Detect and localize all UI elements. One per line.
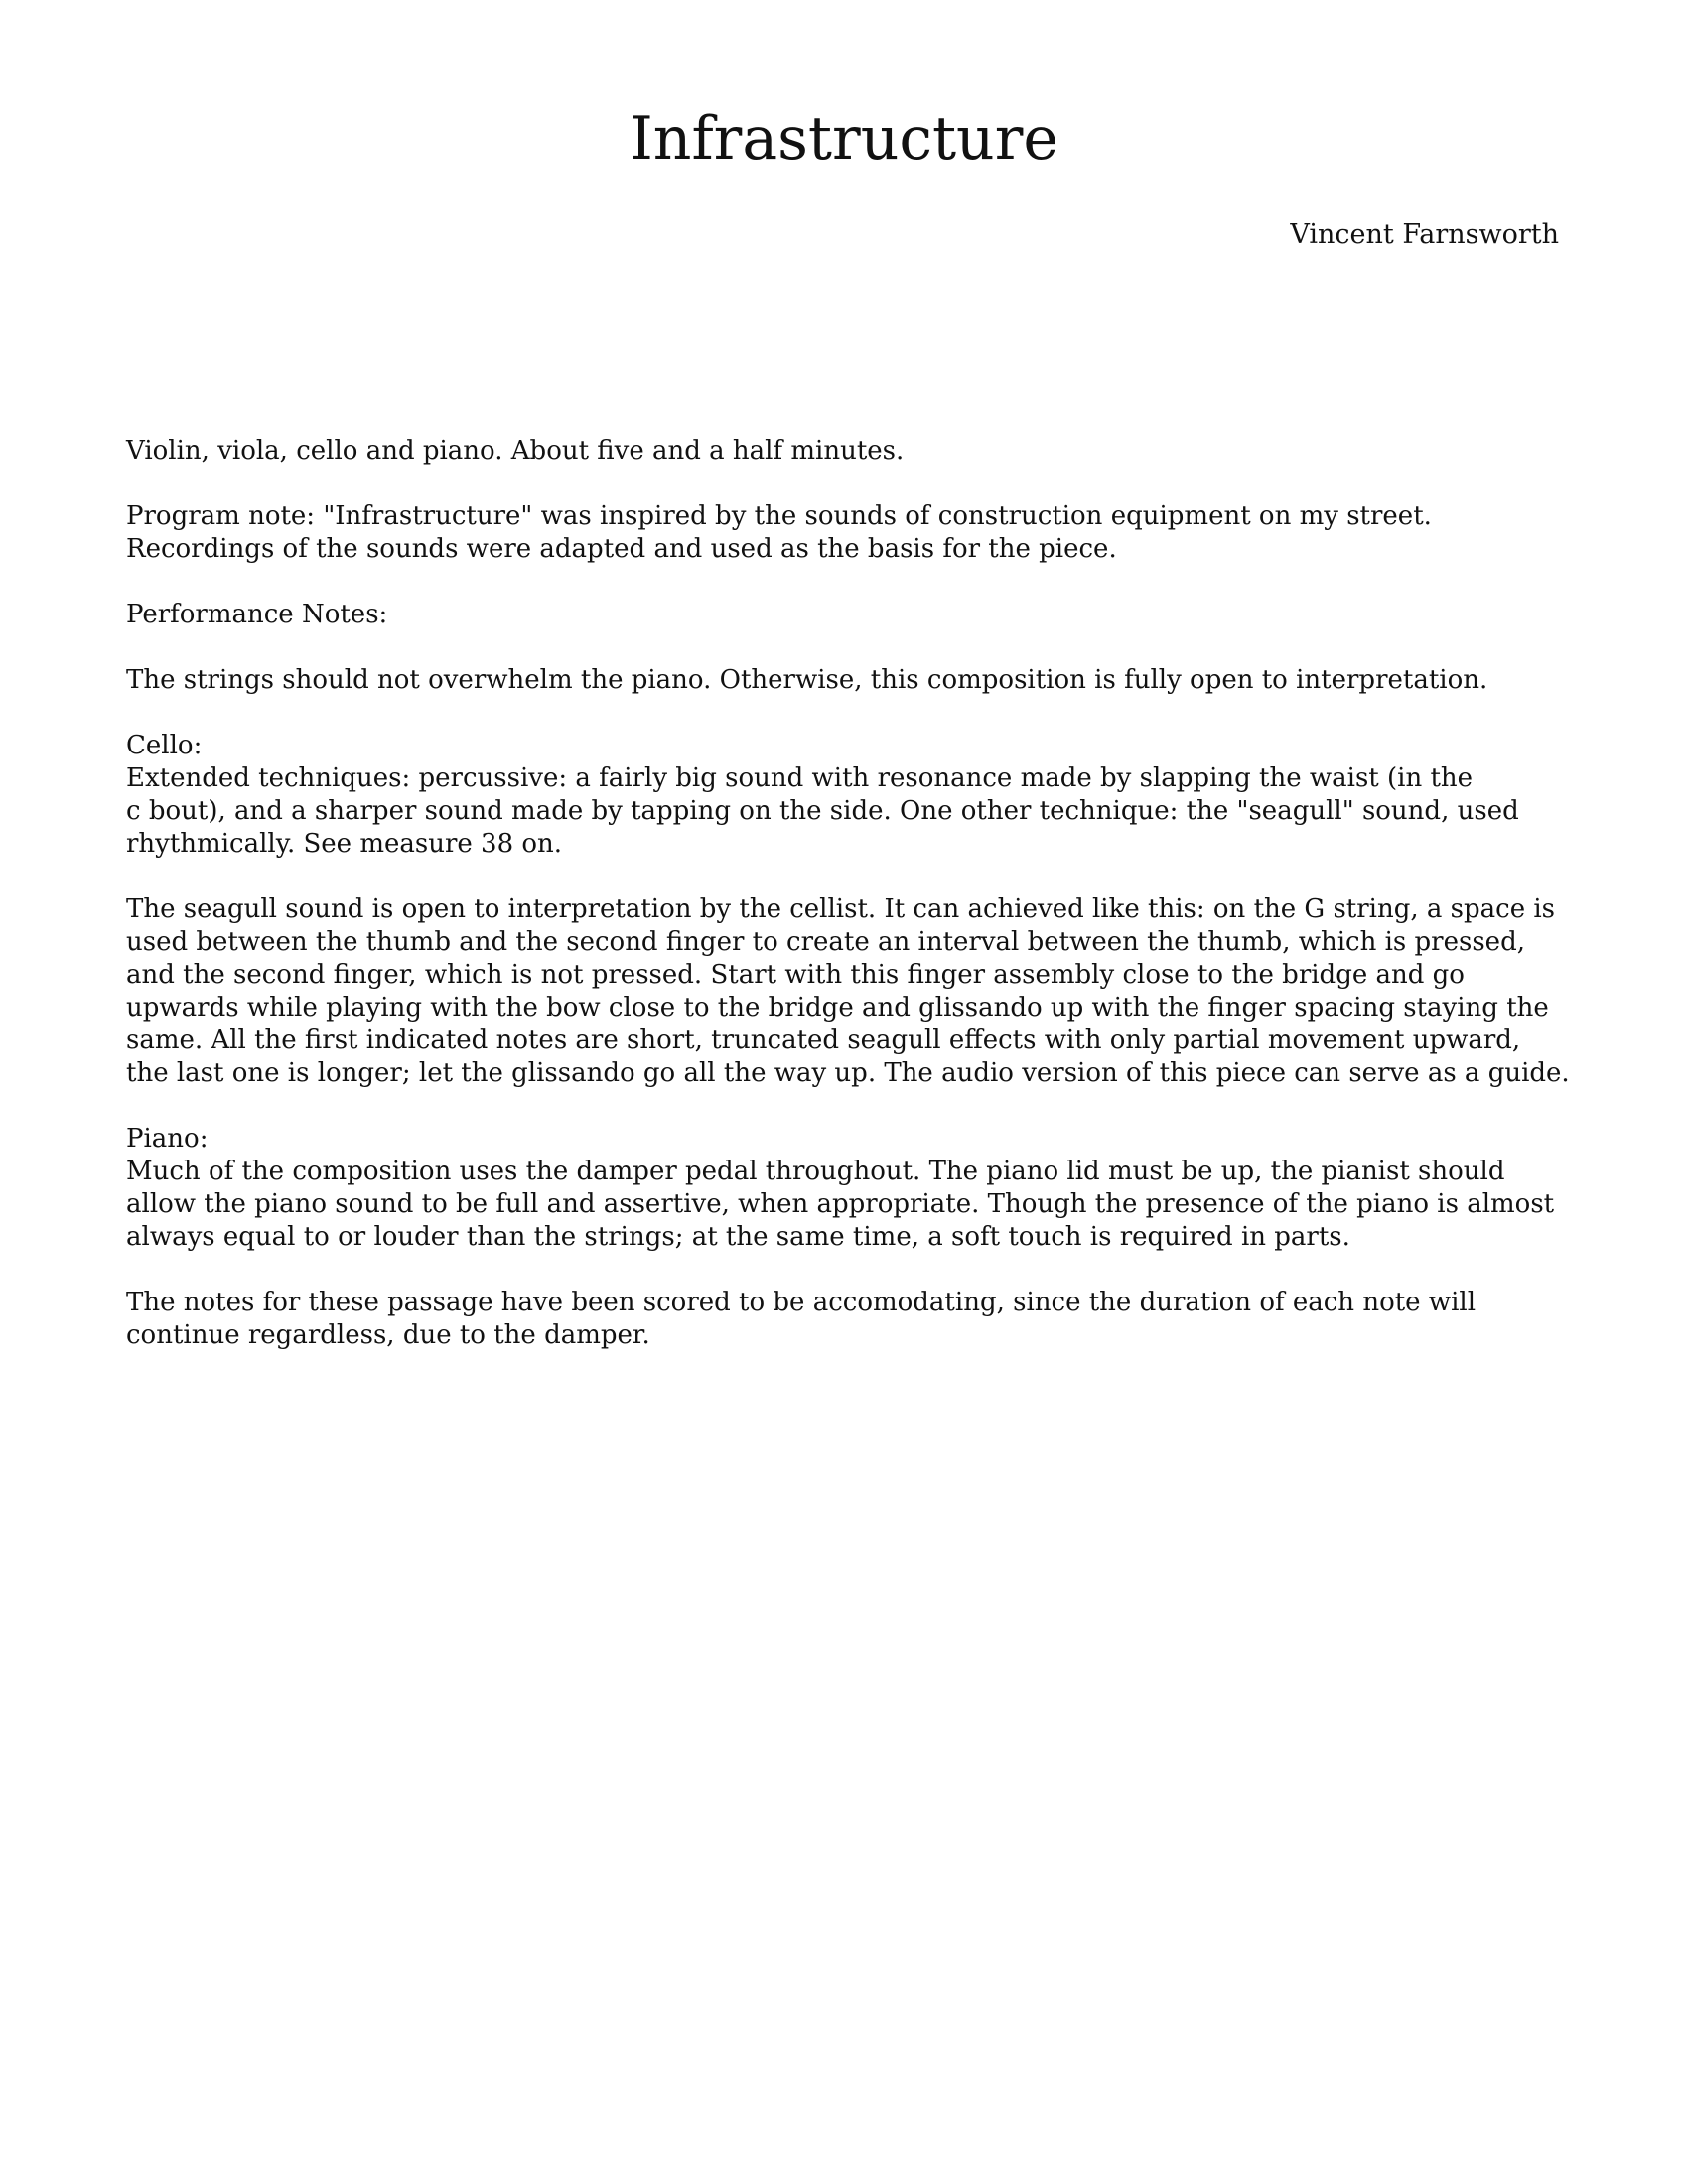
paragraph-instrumentation: [126, 435, 1576, 468]
text-line: Much of the composition uses the damper pedal throughout. The piano lid must be up, the pianist should: [126, 1157, 1505, 1186]
text-line: rhythmically. See measure 38 on.: [126, 829, 563, 859]
paragraph-seagull-sound: [126, 893, 1576, 1090]
text-line: allow the piano sound to be full and assertive, when appropriate. Though the presence of the piano is almost: [126, 1189, 1555, 1219]
text-line: Piano:: [126, 1124, 209, 1154]
document-body: [126, 435, 1576, 1385]
paragraph-cello: [126, 730, 1576, 861]
text-line: and the second finger, which is not pressed. Start with this finger assembly close to the bridge and go: [126, 960, 1465, 990]
text-line: Performance Notes:: [126, 600, 388, 629]
text-line: Cello:: [126, 731, 203, 760]
paragraph-program-note: [126, 500, 1576, 566]
text-line: the last one is longer; let the glissando go all the way up. The audio version of this piece can serve as a guide.: [126, 1058, 1570, 1088]
document-title: Infrastructure: [630, 104, 1058, 174]
text-line: continue regardless, due to the damper.: [126, 1320, 650, 1350]
paragraph-performance-notes-heading: [126, 599, 1576, 631]
composer-name: Vincent Farnsworth: [1290, 219, 1559, 250]
text-line: same. All the first indicated notes are short, truncated seagull effects with only partial movement upward,: [126, 1025, 1521, 1055]
text-line: used between the thumb and the second finger to create an interval between the thumb, which is pressed,: [126, 927, 1525, 957]
text-line: The notes for these passage have been scored to be accomodating, since the duration of each note will: [126, 1288, 1477, 1317]
text-line: Extended techniques: percussive: a fairly big sound with resonance made by slapping the waist (in the: [126, 763, 1474, 793]
paragraph-damper-notes: [126, 1287, 1576, 1352]
text-line: The seagull sound is open to interpretation by the cellist. It can achieved like this: on the G string, a space is: [126, 894, 1556, 924]
text-line: The strings should not overwhelm the piano. Otherwise, this composition is fully open to interpretation.: [126, 665, 1488, 695]
text-line: c bout), and a sharper sound made by tapping on the side. One other technique: the "seagull" sound, used: [126, 796, 1519, 826]
text-line: Violin, viola, cello and piano. About five and a half minutes.: [126, 436, 905, 466]
text-line: Program note: "Infrastructure" was inspired by the sounds of construction equipment on my street.: [126, 501, 1432, 531]
text-line: upwards while playing with the bow close to the bridge and glissando up with the finger spacing staying the: [126, 993, 1549, 1023]
text-line: always equal to or louder than the strings; at the same time, a soft touch is required in parts.: [126, 1222, 1350, 1252]
paragraph-strings-balance: [126, 664, 1576, 697]
paragraph-piano: [126, 1123, 1576, 1254]
text-line: Recordings of the sounds were adapted and used as the basis for the piece.: [126, 534, 1117, 564]
